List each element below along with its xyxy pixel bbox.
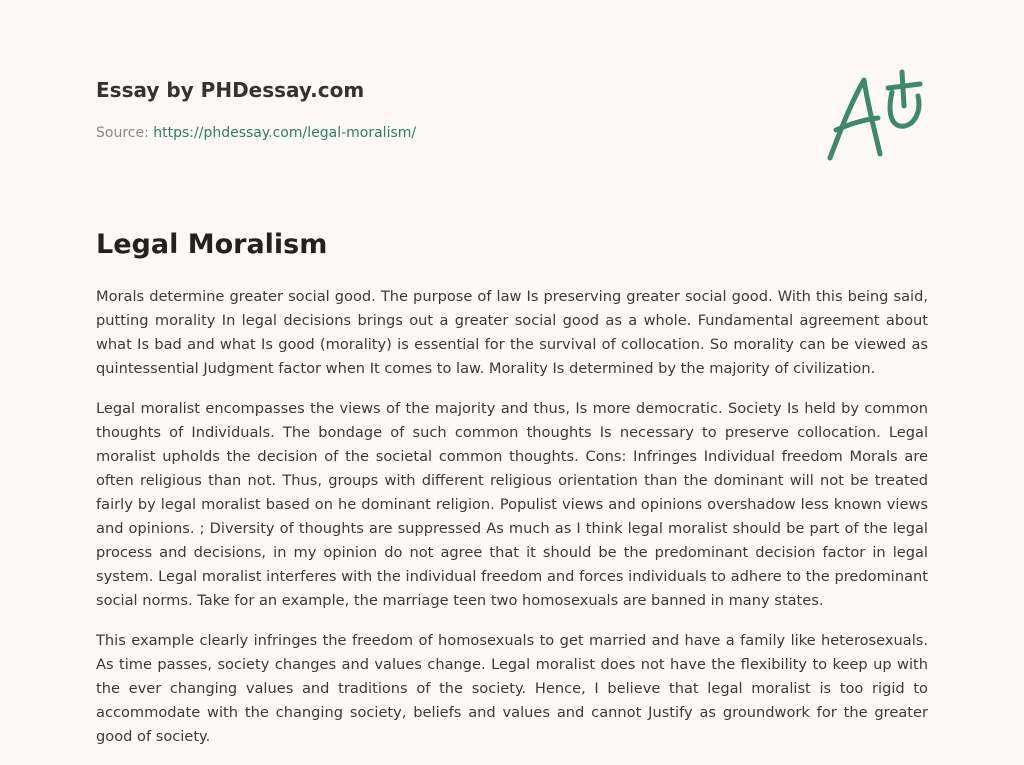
- source-link[interactable]: https://phdessay.com/legal-moralism/: [153, 125, 417, 141]
- source-label: Source:: [96, 125, 154, 141]
- essay-body: [96, 285, 928, 765]
- paragraph: Legal moralist encompasses the views of the majority and thus, Is more democratic. Society Is held by common thoughts of Individuals. The bondage of such common thoughts Is necessary to preserve collocation. Legal moralist upholds the decision of the societal common thoughts. Cons: Infringes Individual freedom Morals are often religious than not. Thus, groups with different religious orientation than the dominant will not be treated fairly by legal moralist based on he dominant religion. Populist views and opinions overshadow less known views and opinions. ; Diversity of thoughts are suppressed As much as I think legal moralist should be part of the legal process and decisions, in my opinion do not agree that it should be the predominant decision factor in legal system. Legal moralist interferes with the individual freedom and forces individuals to adhere to the predominant social norms. Take for an example, the marriage teen two homosexuals are banned in many states.: [96, 400, 928, 609]
- site-title: Essay by PHDessay.com: [96, 78, 365, 102]
- paragraph: Morals determine greater social good. The purpose of law Is preserving greater social good. With this being said, putting morality In legal decisions brings out a greater social good as a whole. Fundamental agreement about what Is bad and what Is good (morality) is essential for the survival of collocation. So morality can be viewed as quintessential Judgment factor when It comes to law. Morality Is determined by the majority of civilization.: [96, 288, 928, 377]
- a-plus-logo-icon: [822, 66, 932, 166]
- paragraph: This example clearly infringes the freedom of homosexuals to get married and have a family like heterosexuals. As time passes, society changes and values change. Legal moralist does not have the flexibility to keep up with the ever changing values and traditions of the society. Hence, I believe that legal moralist is too rigid to accommodate with the changing society, beliefs and values and cannot Justify as groundwork for the greater good of society.: [96, 632, 928, 745]
- page-header: [96, 76, 796, 143]
- source-line: [96, 123, 796, 143]
- document-title: Legal Moralism: [96, 229, 328, 260]
